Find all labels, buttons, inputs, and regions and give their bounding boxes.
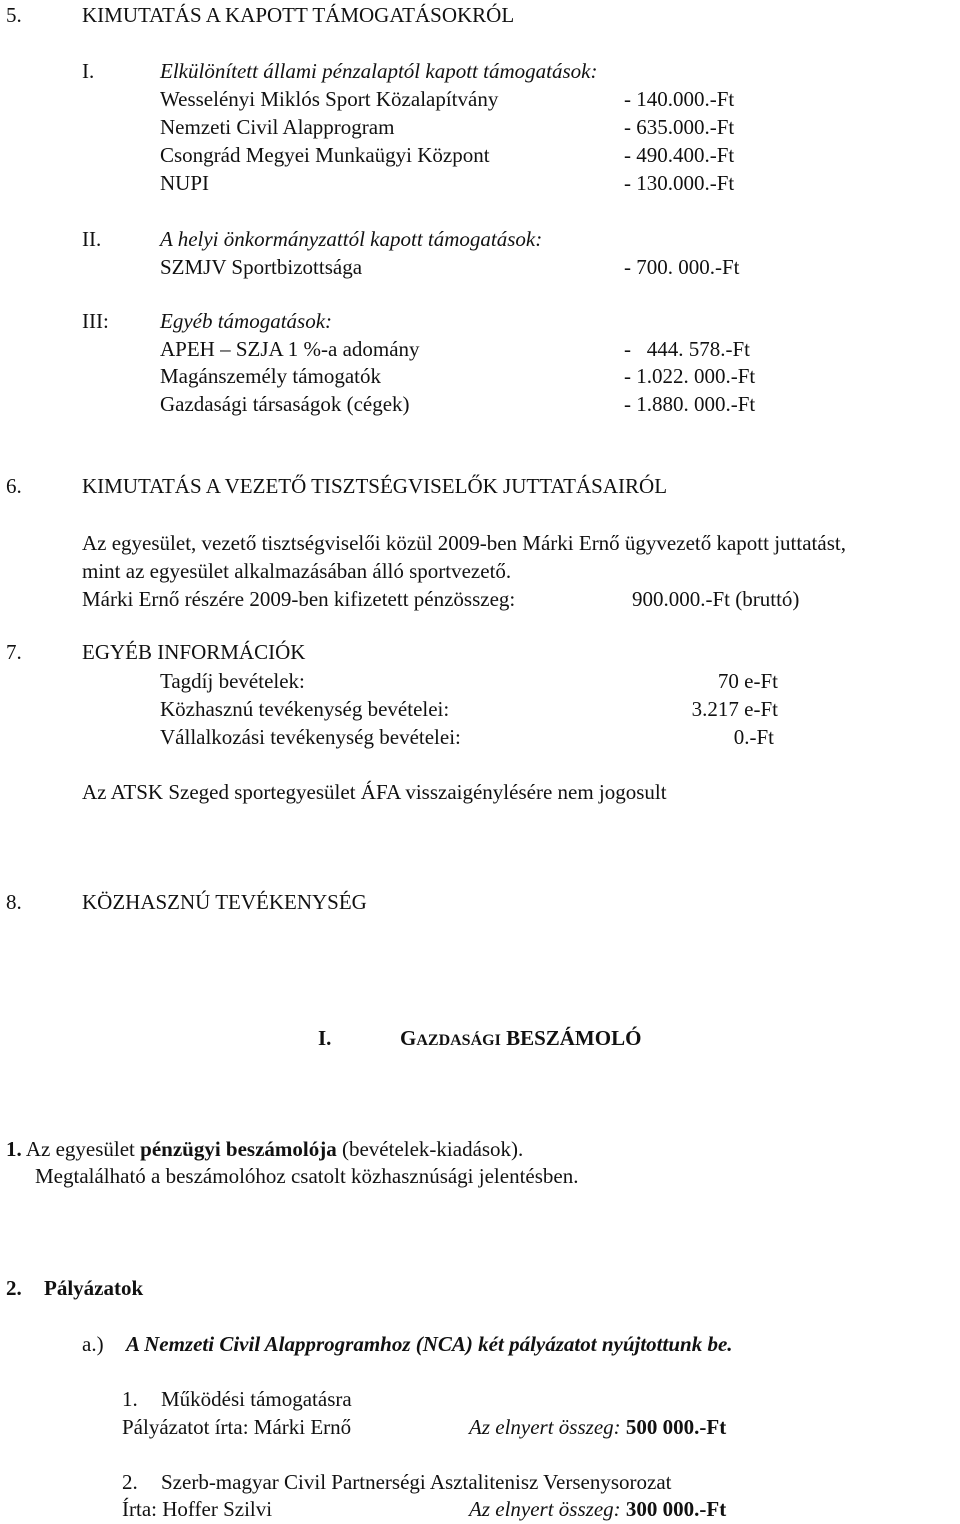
support-item-amount: - 1.880. 000.-Ft [624,392,756,416]
section-5-number: 5. [6,3,22,27]
section-8-title: KÖZHASZNÚ TEVÉKENYSÉG [82,890,367,914]
support-item-label: APEH – SZJA 1 %-a adomány [160,337,420,361]
application-1-author: Pályázatot írta: Márki Ernő [122,1415,352,1439]
section-7-number: 7. [6,640,22,664]
support-item-label: SZMJV Sportbizottsága [160,255,363,279]
point-1-text-c: (bevételek-kiadások). [336,1137,524,1161]
point-2-number: 2. [6,1276,22,1300]
section-6-number: 6. [6,474,22,498]
part-1-title [400,1026,641,1053]
application-2-number: 2. [122,1470,138,1494]
support-item-label: Csongrád Megyei Munkaügyi Központ [160,143,490,167]
support-item-amount: - 130.000.-Ft [624,171,735,195]
section-5-title: KIMUTATÁS A KAPOTT TÁMOGATÁSOKRÓL [82,3,515,27]
section-6-paragraph-line: Az egyesület, vezető tisztségviselői közül 2009-ben Márki Ernő ügyvezető kapott juttatást, [82,531,846,555]
support-item-amount: - 140.000.-Ft [624,87,735,111]
point-1-number: 1. [6,1137,22,1161]
application-2-author: Írta: Hoffer Szilvi [122,1497,273,1521]
info-item-label: Közhasznú tevékenység bevételei: [160,697,450,721]
support-item-amount: - 1.022. 000.-Ft [624,364,756,388]
point-2-title: Pályázatok [44,1276,144,1300]
point-2a-label: a.) [82,1332,104,1356]
point-1-text-a: Az egyesület [21,1137,141,1161]
payment-amount: 900.000.-Ft (bruttó) [632,587,800,611]
support-item-label: Gazdasági társaságok (cégek) [160,392,410,416]
part-1-title-initial: G [400,1026,417,1050]
payment-label: Márki Ernő részére 2009-ben kifizetett pénzösszeg: [82,587,516,611]
support-item-label: Wesselényi Miklós Sport Közalapítvány [160,87,499,111]
info-item-amount: 3.217 e-Ft [691,697,778,721]
section-6-title: KIMUTATÁS A VEZETŐ TISZTSÉGVISELŐK JUTTATÁSAIRÓL [82,474,668,498]
info-item-amount: 70 e-Ft [717,669,778,693]
group-2-heading: A helyi önkormányzattól kapott támogatások: [160,227,543,251]
application-1-award [469,1415,726,1439]
vat-note: Az ATSK Szeged sportegyesület ÁFA visszaigénylésére nem jogosult [82,780,667,804]
group-3-heading: Egyéb támogatások: [160,309,333,333]
section-6-paragraph-line: mint az egyesület alkalmazásában álló sportvezető. [82,559,512,583]
point-2a-text: A Nemzeti Civil Alapprogramhoz (NCA) két pályázatot nyújtottunk be. [126,1332,733,1356]
group-3-roman: III: [82,309,109,333]
application-2-award [469,1497,726,1521]
group-1-roman: I. [82,59,95,83]
point-1-text-bold: pénzügyi beszámolója [140,1137,337,1161]
award-value: 300 000.-Ft [625,1497,727,1521]
group-1-heading: Elkülönített állami pénzalaptól kapott támogatások: [160,59,598,83]
support-item-label: NUPI [160,171,210,195]
award-label: Az elnyert összeg: [469,1497,626,1521]
info-item-label: Vállalkozási tevékenység bevételei: [160,725,461,749]
support-item-amount: - 700. 000.-Ft [624,255,740,279]
part-1-title-rest: BESZÁMOLÓ [500,1026,642,1050]
award-value: 500 000.-Ft [625,1415,727,1439]
point-1-line [6,1137,523,1161]
application-2-title: Szerb-magyar Civil Partnerségi Asztalitenisz Versenysorozat [161,1470,672,1494]
part-1-roman: I. [318,1026,332,1050]
group-2-roman: II. [82,227,102,251]
part-1-title-smallcaps: AZDASÁGI [416,1032,501,1049]
award-label: Az elnyert összeg: [469,1415,626,1439]
info-item-amount: 0.-Ft [733,725,774,749]
info-item-label: Tagdíj bevételek: [160,669,305,693]
support-item-amount: - 635.000.-Ft [624,115,735,139]
section-8-number: 8. [6,890,22,914]
section-7-title: EGYÉB INFORMÁCIÓK [82,640,306,664]
application-1-title: Működési támogatásra [161,1387,352,1411]
support-item-label: Nemzeti Civil Alapprogram [160,115,395,139]
support-item-label: Magánszemély támogatók [160,364,382,388]
support-item-amount: - 444. 578.-Ft [624,337,750,361]
support-item-amount: - 490.400.-Ft [624,143,735,167]
application-1-number: 1. [122,1387,138,1411]
point-1-line-2: Megtalálható a beszámolóhoz csatolt közhasznúsági jelentésben. [35,1164,579,1188]
